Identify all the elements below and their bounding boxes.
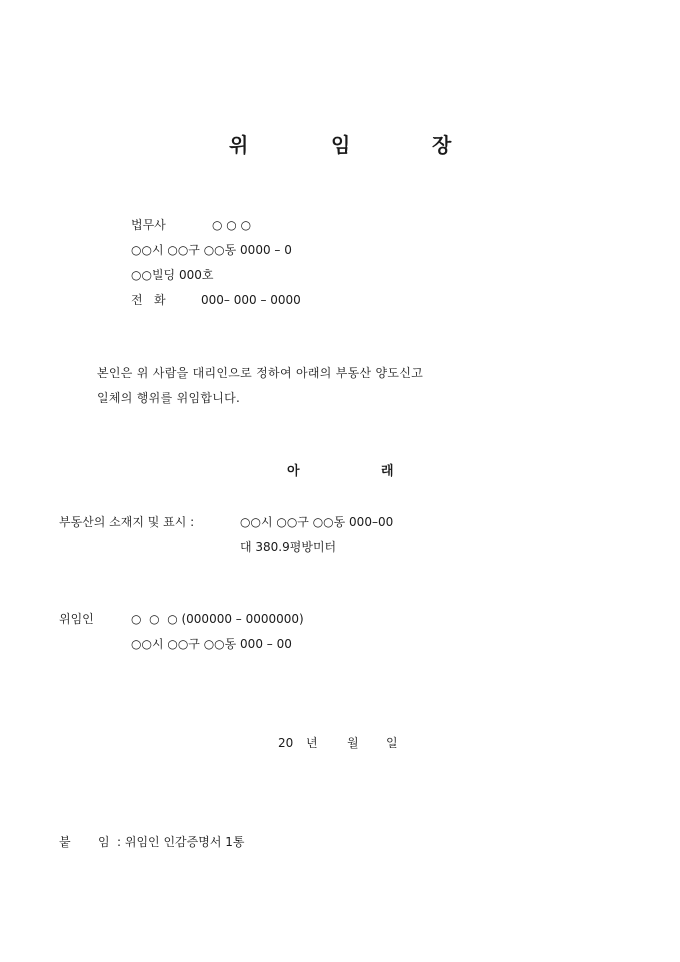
date-day-label: 일 <box>386 736 398 750</box>
property-label: 부동산의 소재지 및 표시 : <box>59 515 195 529</box>
date-month-label: 월 <box>347 736 359 750</box>
title-char-3: 장 <box>432 133 452 157</box>
property-location: ○○시 ○○구 ○○동 000–00 <box>240 515 394 529</box>
delegator-name-id: ○ ○ ○ (000000 – 0000000) <box>131 612 304 626</box>
attachment-label-left: 붙 <box>59 835 71 849</box>
delegator-label: 위임인 <box>59 612 94 626</box>
attachment-content: : 위임인 인감증명서 1통 <box>117 835 245 849</box>
attachment-label-right: 임 <box>98 835 110 849</box>
below-heading-char-1: 아 <box>287 464 300 479</box>
title-char-1: 위 <box>229 133 249 157</box>
statement-line-2: 일체의 행위를 위임합니다. <box>97 391 241 405</box>
agent-phone-value: 000– 000 – 0000 <box>201 293 301 307</box>
below-heading-char-2: 래 <box>381 464 394 479</box>
agent-name: ○ ○ ○ <box>212 218 252 232</box>
agent-address-line: ○○시 ○○구 ○○동 0000 – 0 <box>131 243 292 257</box>
agent-phone-label: 전 화 <box>131 293 166 307</box>
delegator-address: ○○시 ○○구 ○○동 000 – 00 <box>131 637 292 651</box>
date-year-label: 년 <box>306 736 318 750</box>
date-year-prefix: 20 <box>278 736 294 750</box>
agent-building-line: ○○빌딩 000호 <box>131 268 214 282</box>
agent-title-label: 법무사 <box>131 218 166 232</box>
statement-line-1: 본인은 위 사람을 대리인으로 정하여 아래의 부동산 양도신고 <box>97 366 424 380</box>
title-char-2: 임 <box>331 133 351 157</box>
property-area: 대 380.9평방미터 <box>240 540 337 554</box>
